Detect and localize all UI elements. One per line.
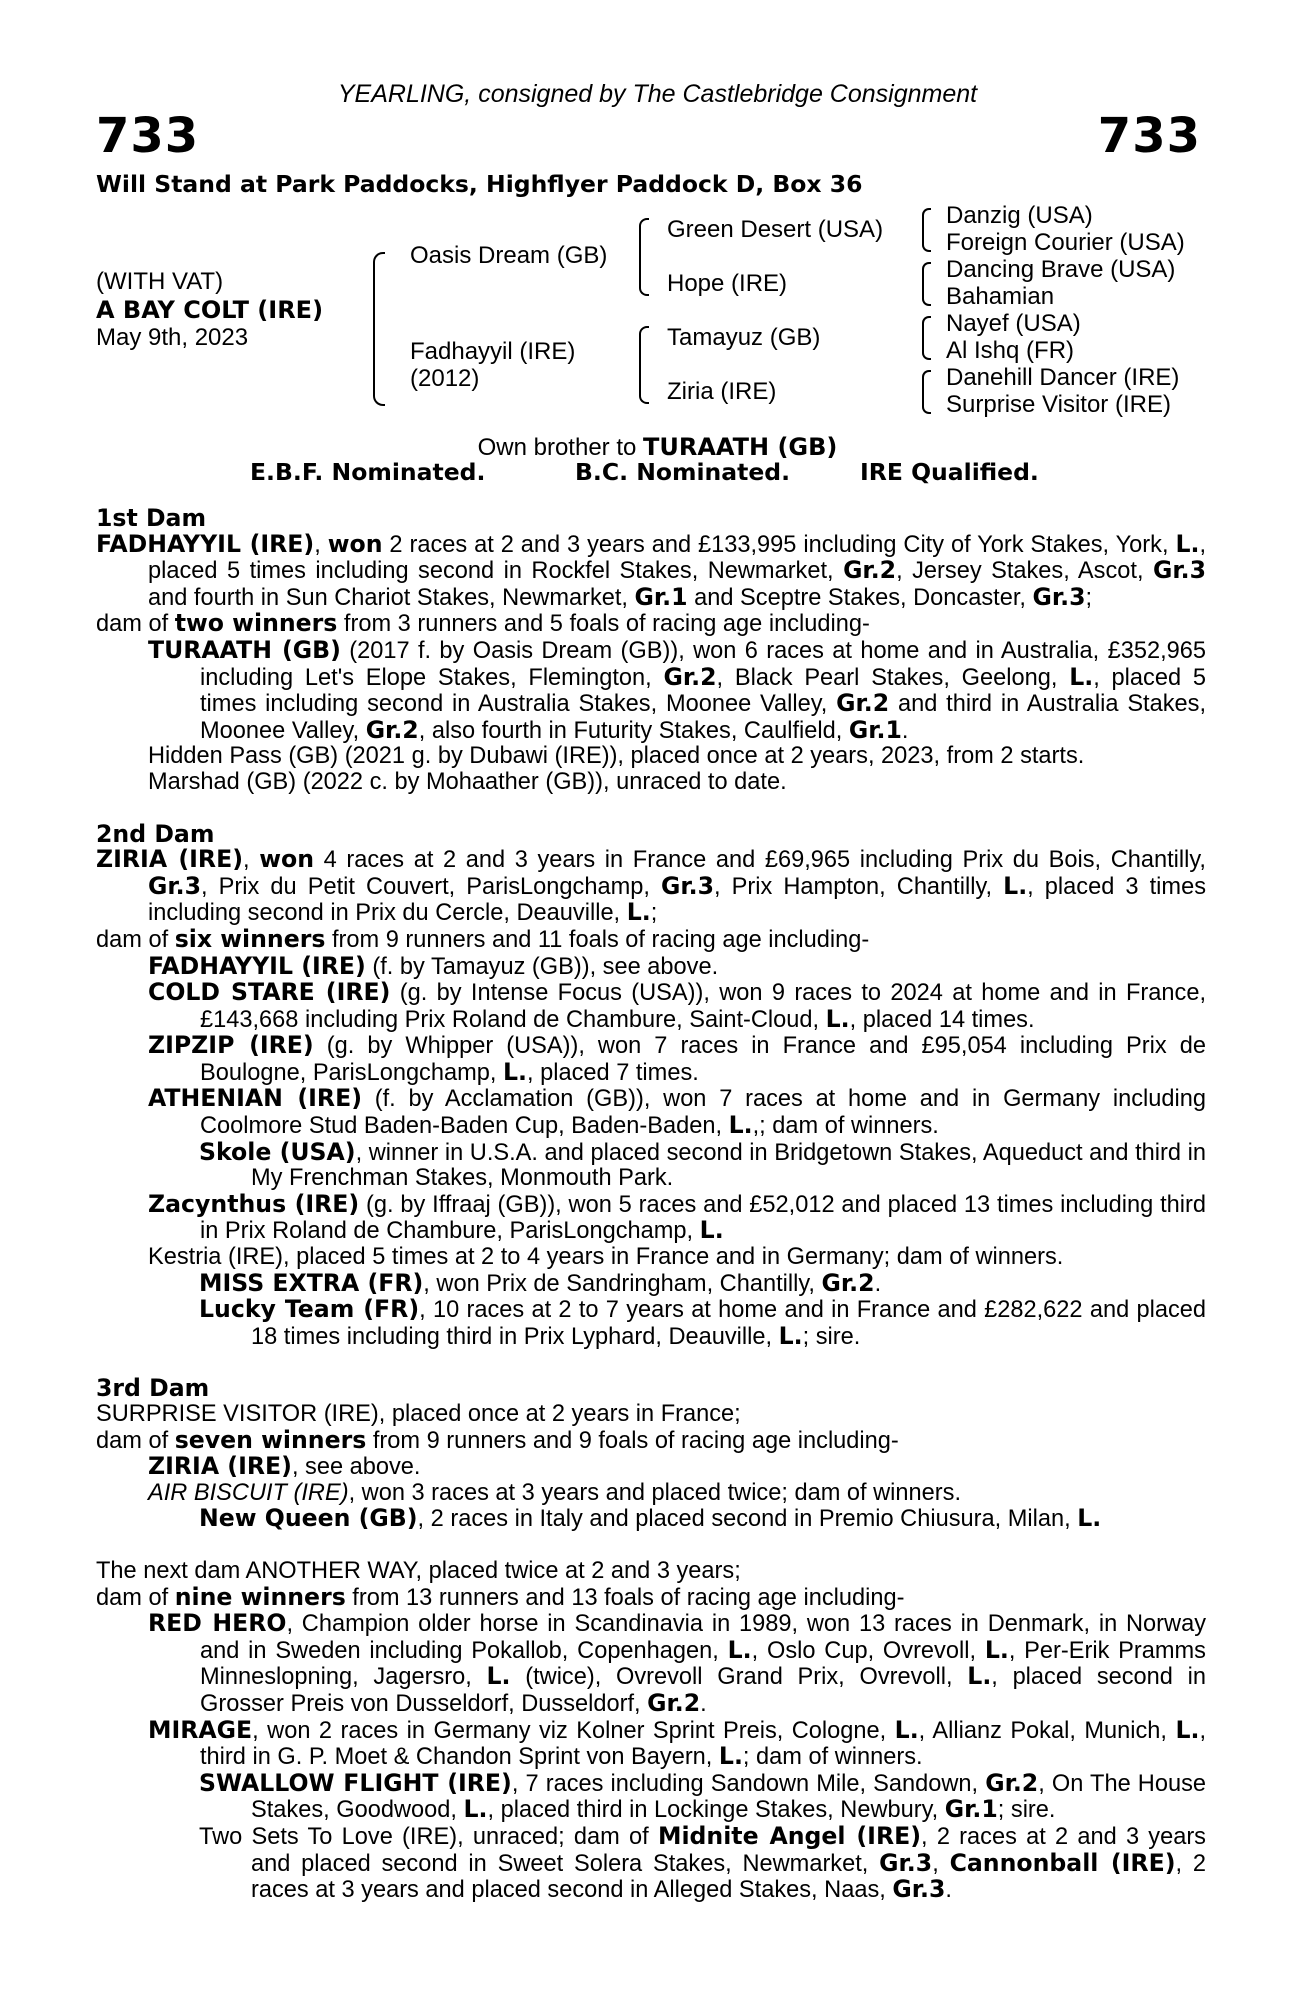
- pedigree-entry: FADHAYYIL (IRE), won 2 races at 2 and 3 years and £133,995 including City of York Stakes, York, L., placed 5 times including second in Rockfel Stakes, Newmarket, Gr.2, Jersey Stakes, Ascot, Gr.3 and fourth in Sun Chariot Stakes, Newmarket, Gr.1 and Sceptre Stakes, Doncaster, Gr.3;: [96, 529, 1206, 611]
- pedigree-ddd: Surprise Visitor (IRE): [946, 391, 1171, 418]
- pedigree-dam-year: (2012): [410, 365, 480, 392]
- pedigree-entry: MIRAGE, won 2 races in Germany viz Kolner Sprint Preis, Cologne, L., Allianz Pokal, Munich, L., third in G. P. Moet & Chandon Sprint von Bayern, L.; dam of winners.: [148, 1715, 1206, 1771]
- section-spacer: [96, 796, 1206, 822]
- pedigree-entry: COLD STARE (IRE) (g. by Intense Focus (USA)), won 9 races to 2024 at home and in France, £143,668 including Prix Roland de Chambure, Saint-Cloud, L., placed 14 times.: [148, 978, 1206, 1033]
- pedigree-sire-dam: Hope (IRE): [667, 270, 788, 297]
- pedigree-sdd: Bahamian: [946, 283, 1055, 310]
- pedigree-brace-main: [373, 252, 385, 406]
- pedigree-sss: Danzig (USA): [946, 202, 1093, 229]
- lot-number-right: 733: [1097, 108, 1201, 164]
- lot-number-left: 733: [96, 108, 200, 164]
- pedigree-entry: FADHAYYIL (IRE) (f. by Tamayuz (GB)), see above.: [148, 951, 719, 980]
- pedigree-ssd: Foreign Courier (USA): [946, 229, 1185, 256]
- vat-label: (WITH VAT): [96, 268, 224, 295]
- pedigree-entry: SURPRISE VISITOR (IRE), placed once at 2 years in France;: [96, 1401, 741, 1427]
- pedigree-dsd: Al Ishq (FR): [946, 337, 1075, 364]
- section-heading: 2nd Dam: [96, 819, 215, 848]
- pedigree-dam: Fadhayyil (IRE): [410, 338, 576, 365]
- pedigree-entry: Lucky Team (FR), 10 races at 2 to 7 years at home and in France and £282,622 and placed 18 times including third in Prix Lyphard, Deauville, L.; sire.: [199, 1295, 1207, 1350]
- pedigree-sire: Oasis Dream (GB): [410, 242, 608, 269]
- pedigree-entry: Two Sets To Love (IRE), unraced; dam of Midnite Angel (IRE), 2 races at 2 and 3 years and placed second in Sweet Solera Stakes, Newmarket, Gr.3, Cannonball (IRE), 2 races at 3 years and placed second in Alleged Stakes, Naas, Gr.3.: [199, 1821, 1206, 1904]
- pedigree-entry: The next dam ANOTHER WAY, placed twice at 2 and 3 years;: [96, 1557, 741, 1584]
- pedigree-entry: dam of nine winners from 13 runners and 13 foals of racing age including-: [96, 1582, 905, 1611]
- pedigree-entry: New Queen (GB), 2 races in Italy and placed second in Premio Chiusura, Milan, L.: [199, 1504, 1102, 1533]
- own-brother-prefix: Own brother to: [477, 434, 644, 461]
- pedigree-brace-sd: [922, 262, 931, 306]
- pedigree-dss: Nayef (USA): [946, 310, 1081, 337]
- pedigree-entry: Skole (USA), winner in U.S.A. and placed second in Bridgetown Stakes, Aqueduct and third in My Frenchman Stakes, Monmouth Park.: [199, 1137, 1206, 1192]
- section-heading: 1st Dam: [96, 504, 207, 532]
- ire-qualified: IRE Qualified.: [860, 458, 1039, 486]
- own-brother-name: TURAATH (GB): [643, 433, 838, 461]
- pedigree-dds: Danehill Dancer (IRE): [946, 364, 1180, 391]
- pedigree-dam-dam: Ziria (IRE): [667, 378, 777, 405]
- section-spacer: [96, 1533, 1206, 1559]
- section-spacer: [96, 1350, 1206, 1376]
- produce-record: [96, 506, 1206, 1904]
- pedigree-brace-ss: [922, 208, 931, 252]
- horse-name: A BAY COLT (IRE): [96, 296, 324, 324]
- stable-location: Will Stand at Park Paddocks, Highflyer Paddock D, Box 36: [96, 170, 863, 198]
- pedigree-dam-sire: Tamayuz (GB): [667, 324, 821, 351]
- pedigree-entry: ZIRIA (IRE), won 4 races at 2 and 3 years in France and £69,965 including Prix du Bois, Chantilly, Gr.3, Prix du Petit Couvert, ParisLongchamp, Gr.3, Prix Hampton, Chantilly, L., placed 3 times including second in Prix du Cercle, Deauville, L.;: [96, 845, 1206, 927]
- pedigree-entry: Zacynthus (IRE) (g. by Iffraaj (GB)), won 5 races and £52,012 and placed 13 times including third in Prix Roland de Chambure, ParisLongchamp, L.: [148, 1189, 1206, 1245]
- pedigree-entry: SWALLOW FLIGHT (IRE), 7 races including Sandown Mile, Sandown, Gr.2, On The House Stakes, Goodwood, L., placed third in Lockinge Stakes, Newbury, Gr.1; sire.: [199, 1768, 1207, 1824]
- pedigree-brace-ds: [922, 316, 931, 360]
- section-heading: 3rd Dam: [96, 1374, 210, 1403]
- pedigree-entry: Kestria (IRE), placed 5 times at 2 to 4 years in France and in Germany; dam of winners.: [148, 1244, 1064, 1271]
- ebf-nomination: E.B.F. Nominated.: [250, 458, 486, 486]
- pedigree-entry: dam of two winners from 3 runners and 5 foals of racing age including-: [96, 609, 870, 638]
- pedigree-entry: ZIPZIP (IRE) (g. by Whipper (USA)), won 7 races in France and £95,054 including Prix de Boulogne, ParisLongchamp, L., placed 7 times.: [148, 1031, 1206, 1086]
- pedigree-entry: TURAATH (GB) (2017 f. by Oasis Dream (GB)), won 6 races at home and in Australia, £352,965 including Let's Elope Stakes, Flemington, Gr.2, Black Pearl Stakes, Geelong, L., placed 5 times including second in Australia Stakes, Moonee Valley, Gr.2 and third in Australia Stakes, Moonee Valley, Gr.2, also fourth in Futurity Stakes, Caulfield, Gr.1.: [148, 635, 1206, 744]
- pedigree-entry: ZIRIA (IRE), see above.: [148, 1452, 421, 1481]
- pedigree-entry: MISS EXTRA (FR), won Prix de Sandringham, Chantilly, Gr.2.: [199, 1268, 882, 1297]
- pedigree-entry: Hidden Pass (GB) (2021 g. by Dubawi (IRE)), placed once at 2 years, 2023, from 2 starts.: [148, 743, 1085, 770]
- pedigree-entry: RED HERO, Champion older horse in Scandinavia in 1989, won 13 races in Denmark, in Norway and in Sweden including Pokallob, Copenhagen, L., Oslo Cup, Ovrevoll, L., Per-Erik Pramms Minneslopning, Jagersro, L. (twice), Ovrevoll Grand Prix, Ovrevoll, L., placed second in Grosser Preis von Dusseldorf, Dusseldorf, Gr.2.: [148, 1609, 1206, 1717]
- consignment-line: YEARLING, consigned by The Castlebridge Consignment: [337, 80, 978, 108]
- pedigree-entry: dam of six winners from 9 runners and 11 foals of racing age including-: [96, 924, 870, 953]
- pedigree-entry: dam of seven winners from 9 runners and 9 foals of racing age including-: [96, 1425, 899, 1454]
- pedigree-entry: ATHENIAN (IRE) (f. by Acclamation (GB)), won 7 races at home and in Germany including Coolmore Stud Baden-Baden Cup, Baden-Baden, L.,; dam of winners.: [148, 1084, 1207, 1140]
- foaling-date: May 9th, 2023: [96, 324, 249, 351]
- pedigree-entry: AIR BISCUIT (IRE), won 3 races at 3 years and placed twice; dam of winners.: [148, 1479, 961, 1506]
- bc-nomination: B.C. Nominated.: [575, 458, 791, 486]
- pedigree-sire-sire: Green Desert (USA): [667, 216, 884, 243]
- pedigree-entry: Marshad (GB) (2022 c. by Mohaather (GB)), unraced to date.: [148, 768, 787, 795]
- pedigree-brace-sire: [639, 218, 649, 296]
- pedigree-sds: Dancing Brave (USA): [946, 256, 1176, 283]
- pedigree-brace-dd: [922, 370, 931, 414]
- pedigree-brace-dam: [639, 326, 649, 404]
